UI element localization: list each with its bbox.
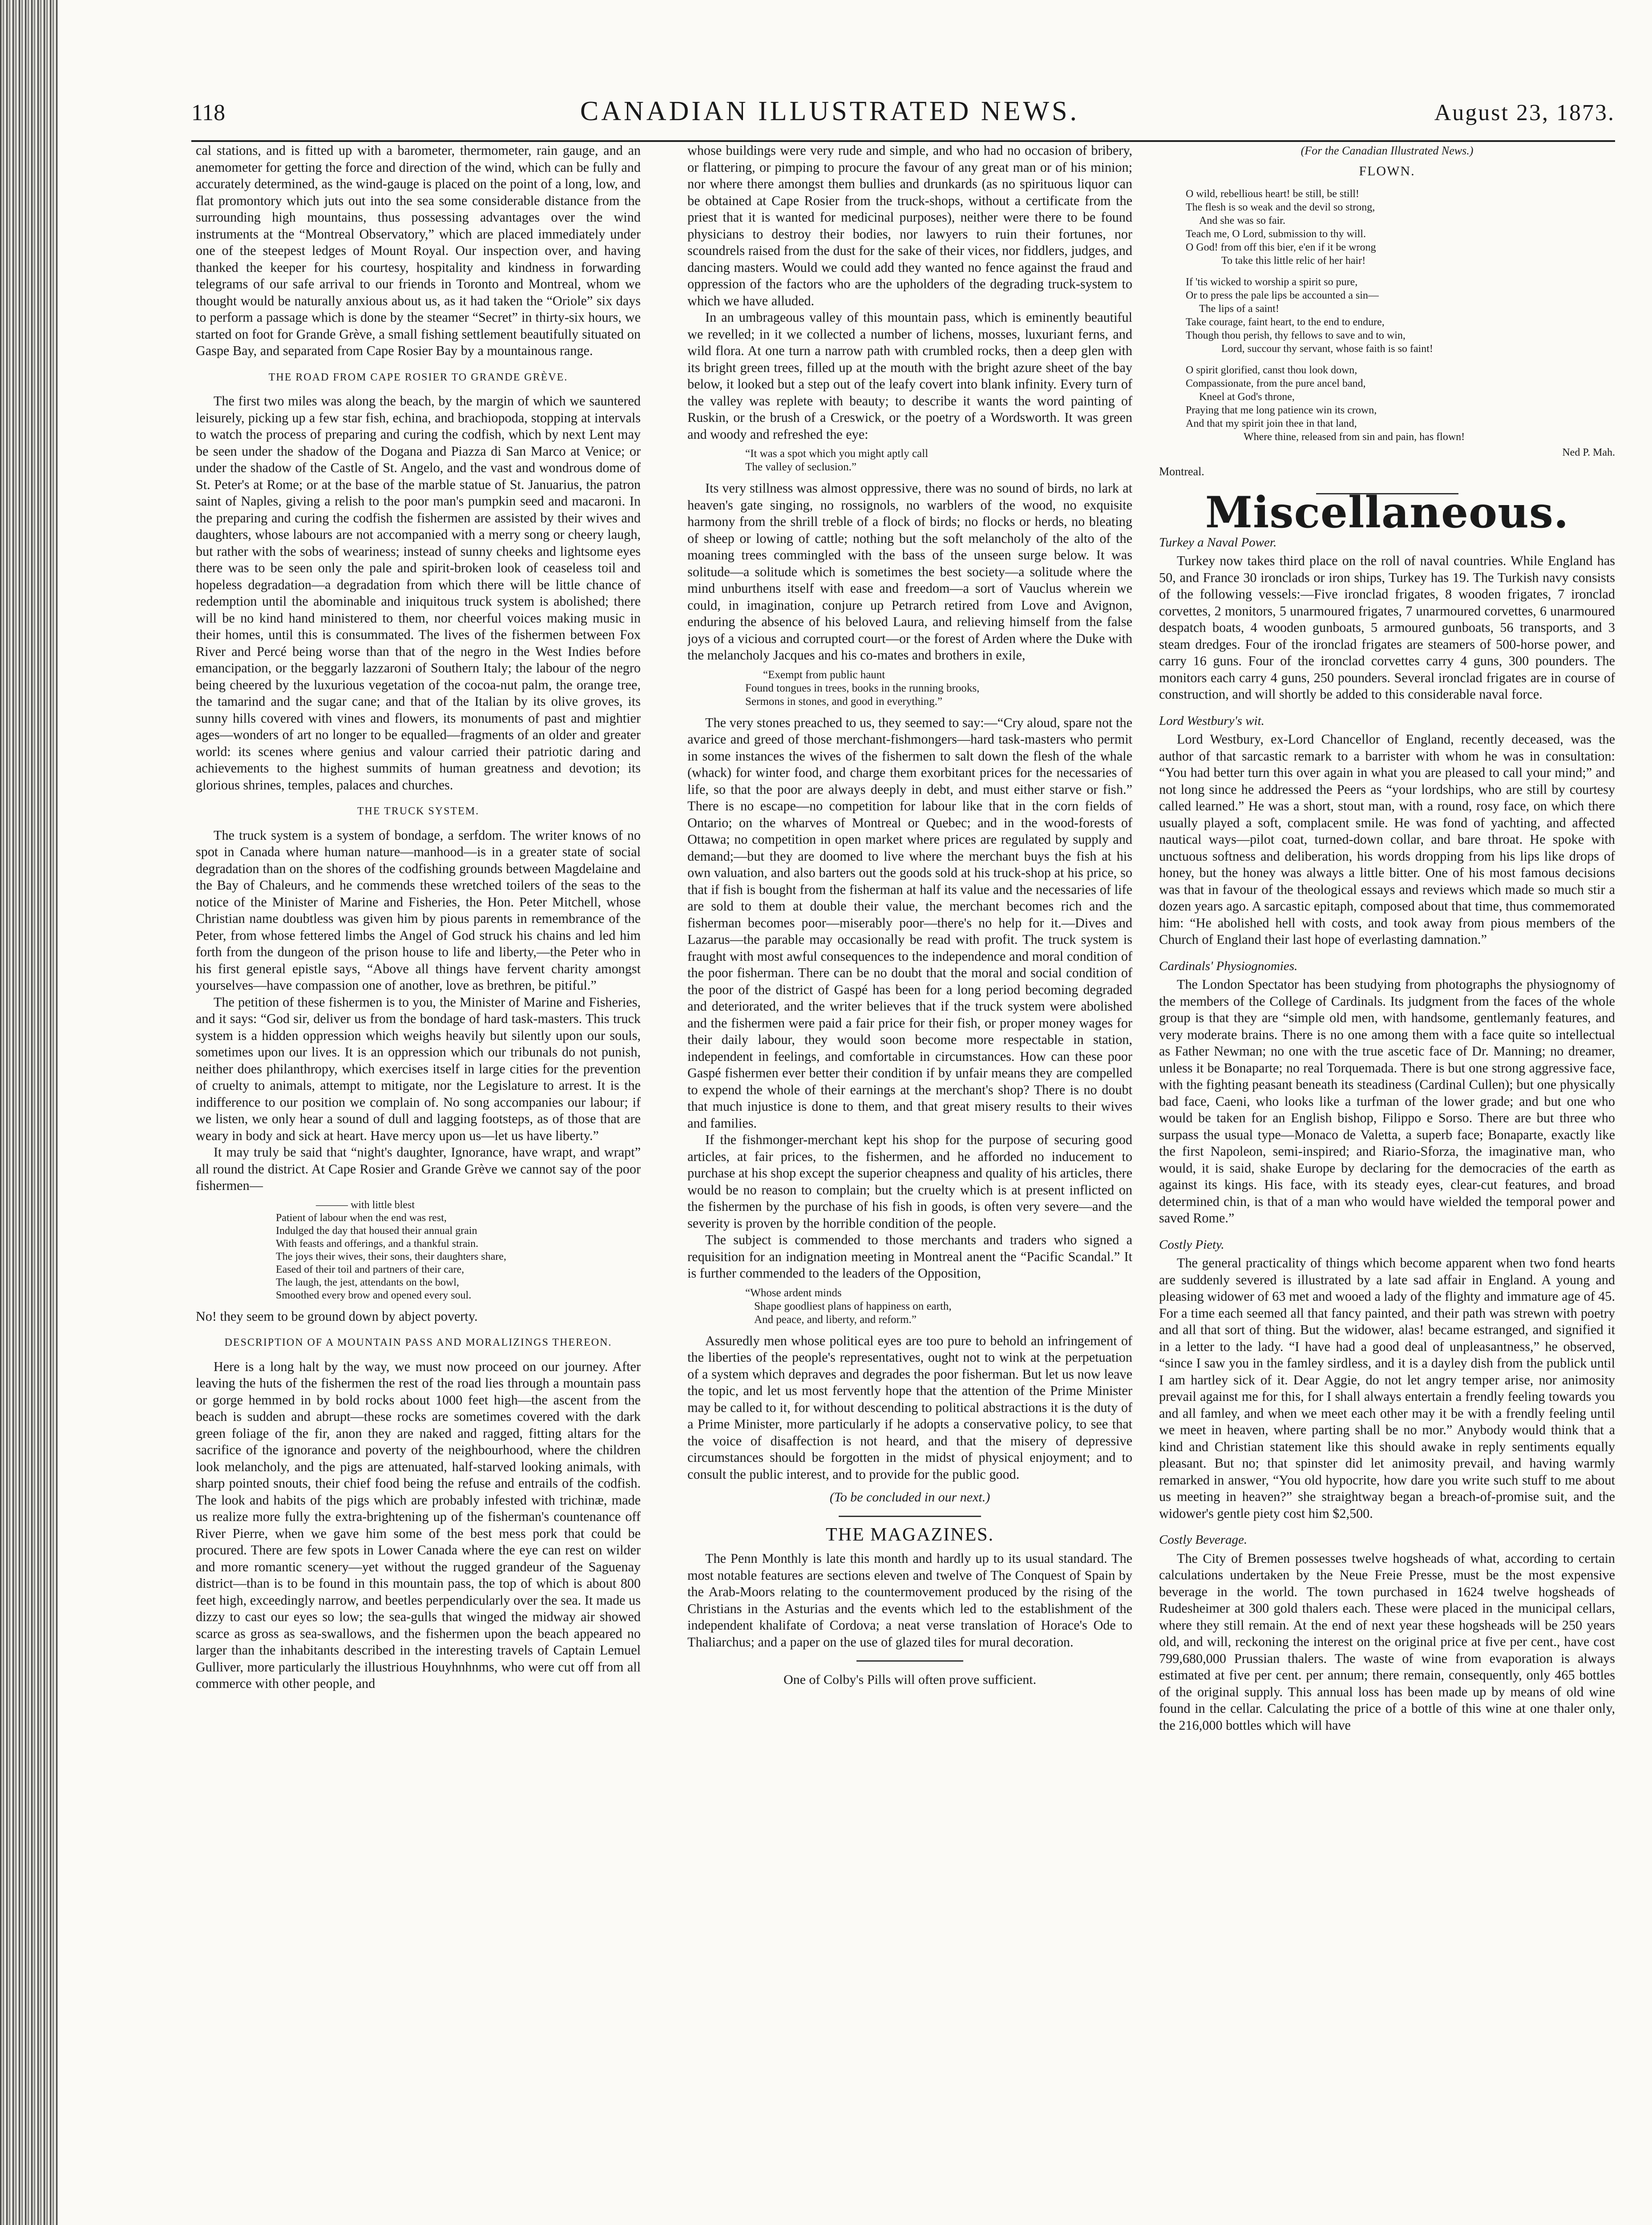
page-number: 118 — [191, 100, 226, 125]
rule-divider — [856, 1660, 963, 1662]
item-body: The City of Bremen possesses twelve hogsheads of what, according to certain calculations undertaken by the Neue Freie Presse, must be the most expensive beverage in the world. The town purchased in 1624 twelve hogsheads of Rudesheimer at 300 gold thalers each. These were placed in the municipal cellars, where they still remain. At the end of next year these hogsheads will be 250 years old, and will, reckoning the interest on the original price at five per cent., have cost 799,680,000 Prussian thalers. The waste of wine from evaporation is always estimated at five per cent. per annum; there remain, consequently, only 465 bottles of the original supply. This annual loss has been made up by means of old wine found in the cellar. Calculating the price of a bottle of this wine at one thaler only, the 216,000 bottles which will have — [1159, 1550, 1615, 1733]
paragraph: cal stations, and is fitted up with a barometer, thermometer, rain gauge, and an anemometer for getting the force and direction of the wind, which can be fully and accurately determined, as the wind-gauge is placed on the point of a long, low, and flat promontory which juts out into the sea some considerable distance from the surrounding high mountains, thus possessing advantages over the wind instruments at the “Montreal Observatory,” which are placed immediately under one of the steepest ledges of Mount Royal. Our inspection over, and having thanked the keeper for his courtesy, hospitality and kindness in forwarding telegrams of our safe arrival to our friends in Toronto and Montreal, whom we thought would be naturally anxious about us, as it had taken the “Oriole” six days to perform a passage which is done by the steamer “Secret” in thirty-six hours, we started on foot for Grande Grève, a small fishing settlement beautifully situated on Gaspe Bay, and separated from Cape Rosier Bay by a mountainous range. — [196, 143, 641, 358]
verse-line: Sermons in stones, and good in everything.” — [745, 695, 942, 708]
poem-line: O God! from off this bier, e'en if it be wrong — [1186, 242, 1376, 253]
paragraph: Assuredly men whose political eyes are too pure to behold an infringement of the liberties of the people's representatives, ought not to wink at the perpetuation of a system which depraves and degrades the poor fisherman. But let us now leave the topic, and let us most fervently hope that the attention of the Prime Minister may be called to it, for without descending to political abstractions it is the duty of a Prime Minister, more particularly if he adopts a conservative policy, to see that the voice of disaffection is not heard, and that the misery of depressive circumstances should be forgotten in the midst of physical enjoyment; and to consult the public interest, and to provide for the public good. — [687, 1333, 1132, 1482]
poem-signature: Ned P. Mah. — [1562, 447, 1615, 458]
item-body: Turkey now takes third place on the roll of naval countries. While England has 50, and France 30 ironclads or iron ships, Turkey has 19. The Turkish navy consists of the following vessels:—Five ironclad frigates, 8 wooden frigates, 7 ironclad corvettes, 2 monitors, 5 unarmoured frigates, 7 unarmoured corvettes, 6 unarmoured despatch boats, 4 wooden gunboats, 5 armoured gunboats, 56 transports, and 3 steam dredges. Four of the ironclad frigates are steamers of 500-horse power, and carry 16 guns. Four of the ironclad corvettes carry 4 guns, 300 pounders. The monitors each carry 4 guns, 250 pounders. Several ironclad frigates are in course of construction, and will shortly be added to this considerable naval force. — [1159, 553, 1615, 702]
paper-name: CANADIAN ILLUSTRATED NEWS. — [580, 96, 1079, 126]
poem-line: Or to press the pale lips be accounted a sin— — [1186, 290, 1379, 301]
poem — [1186, 187, 1615, 444]
verse-line: And peace, and liberty, and reform.” — [754, 1313, 917, 1326]
poem-line: Where thine, released from sin and pain, has flown! — [1244, 431, 1465, 443]
paragraph: Here is a long halt by the way, we must now proceed on our journey. After leaving the huts of the fishermen the rest of the road lies through a mountain pass or gorge hemmed in by bold rocks about 1000 feet high—the ascent from the beach is sudden and abrupt—these rocks are sometimes covered with the dark green foliage of the fir, anon they are naked and ragged, fitting altars for the sacrifice of the ignorance and poverty of the neighbourhood, where the children look melancholy, and the pigs are attenuated, half-starved looking animals, with sharp pointed snouts, their chief food being the refuse and entrails of the codfish. The look and habits of the pigs which are probably infested with trichinæ, made us realize more fully the extra-brightening up of the fisherman's countenance off River Pierre, when we gave him some of the best mess pork that could be procured. There are few spots in Lower Canada where the eye can rest on wilder and more romantic scenery—yet without the rugged grandeur of the Saguenay district—than is to be found in this mountain pass, the top of which is about 800 feet high, exceedingly narrow, and beetles perpendicularly over the sea. It made us dizzy to cast our eyes so low; the sea-gulls that winged the midway air showed scarce as gross as sea-swallows, and the fishermen upon the beach appeared no larger than the inhabitants described in the interesting travels of Captain Lemuel Gulliver, more particularly the illustrious Houyhnhnms, who were cut off from all commerce with other people, and — [196, 1359, 641, 1691]
page-binding-edge — [0, 0, 58, 2225]
advertisement-line: One of Colby's Pills will often prove sufficient. — [783, 1672, 1037, 1687]
poem-line: Take courage, faint heart, to the end to endure, — [1186, 316, 1385, 328]
item-body: The general practicality of things which become apparent when two fond hearts are suddenly severed is illustrated by a late sad affair in England. A young and pleasing widower of 63 met and wooed a lady of the flighty and immature age of 45. For a time each seemed all that fancy painted, and their path was strewn with poetry and all that sort of thing. But the widower, alas! became estranged, and signified it in a letter to the lady. “I have had a good deal of unpleasantness,” he observed, “since I saw you in the famley sirdless, and it is a dayley dish from the publick until I am hartley sick of it. Dear Aggie, do not let angry temper arise, nor animosity prevail against me for this, for I shall always entertain a frendly feeling towards you and all famley, and when we meet each other may it be with a frendly feeling until we meet in heaven, where parting shall be no mor.” Anybody would think that a kind and Christian statement like this should awake in reply sentiments equally pleasant. But no; that spinster did let animosity prevail, and having warmly remarked in answer, “You old hypocrite, how dare you write such stuff to me about us meeting in heaven?” she straightway began a breach-of-promise suit, and the widower's gentle piety cost him $2,500. — [1159, 1255, 1615, 1521]
verse-line: “Exempt from public haunt — [763, 668, 885, 681]
verse-line: Patient of labour when the end was rest, — [276, 1212, 447, 1224]
paragraph: If the fishmonger-merchant kept his shop for the purpose of securing good articles, at fair prices, to the fishermen, and he afforded no inducement to purchase at his shop except the superior cheapness and quality of his articles, there would be no reason to complain; but the cruelty which is at present inflicted on the fishermen by the purchase of his fish in goods, is often very severe—and the severity is proven by the horrible condition of the people. — [687, 1132, 1132, 1231]
continuation-note: (To be concluded in our next.) — [829, 1490, 990, 1505]
poem-line: If 'tis wicked to worship a spirit so pure, — [1186, 276, 1358, 288]
paragraph: The Penn Monthly is late this month and hardly up to its usual standard. The most notable features are sections eleven and twelve of The Conquest of Spain by the Arab-Moors relating to the countermovement produced by the rising of the Christians in the Asturias and the events which led to the establishment of the independent khalifate of Cordova; a neat verse translation of Horace's Ode to Thaliarchus; and a paper on the use of glazed tiles for mural decoration. — [687, 1551, 1132, 1650]
miscellaneous-items — [1159, 534, 1615, 1734]
item-heading: Cardinals' Physiognomies. — [1159, 959, 1298, 973]
poem-line: Compassionate, from the pure ancel band, — [1186, 378, 1366, 389]
verse-line: “It was a spot which you might aptly call — [745, 448, 929, 460]
verse-line: Found tongues in trees, books in the running brooks, — [745, 682, 980, 694]
section-heading: THE TRUCK SYSTEM. — [357, 805, 480, 817]
verse-line: Eased of their toil and partners of their care, — [276, 1263, 464, 1275]
poem-line: O spirit glorified, canst thou look down, — [1186, 364, 1357, 376]
verse-line: The laugh, the jest, attendants on the bowl, — [276, 1276, 459, 1288]
poem-line: O wild, rebellious heart! be still, be still! — [1186, 188, 1359, 200]
poem-title: FLOWN. — [1359, 163, 1415, 178]
verse-line: Smoothed every brow and opened every soul. — [276, 1289, 472, 1301]
section-heading: DESCRIPTION OF A MOUNTAIN PASS AND MORALIZINGS THEREON. — [224, 1337, 612, 1348]
paragraph: whose buildings were very rude and simple, and who had no occasion of bribery, or flattering, or pimping to procure the favour of any great man or of his minion; nor where there amongst them bullies and drunkards (as no spirituous liquor can be obtained at Cape Rosier from the truck-shops, without a certificate from the priest that it is wanted for medicinal purposes), neither were there to be found physicians to destroy their bodies, nor lawyers to ruin their fortunes, nor scoundrels raised from the dust for the sake of their vices, nor fiddlers, judges, and dancing masters. Would we could add they wanted no fence against the fraud and oppression of the factors who are the upholders of the degrading truck-system to which we have alluded. — [687, 143, 1132, 308]
section-title-miscellaneous: Miscellaneous. — [1205, 487, 1569, 538]
section-title-magazines: THE MAGAZINES. — [826, 1524, 994, 1545]
issue-date: August 23, 1873. — [1434, 100, 1615, 125]
paragraph: It may truly be said that “night's daughter, Ignorance, have wrapt, and wrapt” all round the district. At Cape Rosier and Grande Grève we cannot say of the poor fishermen— — [196, 1145, 641, 1193]
verse-line: The valley of seclusion.” — [745, 461, 856, 473]
paragraph: In an umbrageous valley of this mountain pass, which is eminently beautiful we revelled; in it we collected a number of lichens, mosses, luxuriant ferns, and wild flora. At one turn a narrow path with crumbled rocks, then a deep glen with its bright green trees, filled up at the mouth with the bright azure sheet of the bay below, it looked but a step out of the leafy covert into blank infinity. Every turn of the valley was replete with beauty; to describe it wants the word painting of Ruskin, or the brush of a Creswick, or the poetry of a Wordsworth. It was green and woody and refreshed the eye: — [687, 310, 1132, 442]
item-heading: Costly Piety. — [1159, 1237, 1224, 1252]
paragraph: The first two miles was along the beach, by the margin of which we sauntered leisurely, picking up a few star fish, echina, and brachiopoda, stopping at intervals to watch the process of preparing and curing the codfish, which by next Lent may be seen under the shadow of the Dogana and Piazza di San Marco at Venice; or under the shadow of the Castle of St. Angelo, and the vast and wondrous dome of St. Peter's at Rome; or at the base of the marble statue of St. Januarius, the patron saint of Naples, giving a relish to the poor man's pumpkin seed and macaroni. In the preparing and curing the codfish the fishermen are assisted by their wives and daughters, whose labours are not accompanied with a merry song or cheery laugh, but rather with the sobs of weariness; instead of sunny cheeks and lightsome eyes there was to be seen only the pale and spirit-broken look of ceaseless toil and hopeless degradation—a degradation from which there will be little chance of redemption until the abominable and iniquitous truck system is abolished; there will be no kind hand ministered to them, nor cheerful voices making music in their homes, until this is consummated. The lives of the fishermen between Fox River and Percé being worse than that of the negro in the West Indies before emancipation, or the beggarly lazzaroni of Southern Italy; the labour of the negro being cheered by the luxurious vegetation of the cocoa-nut palm, the orange tree, the tamarind and the sugar cane; and that of the Italian by its olive groves, its sunny hills covered with vines and flowers, its monuments of past and mightier ages—wonders of art no longer to be equalled—fragments of an older and greater world: its scenes where genius and valour carried their patriotic daring and achievements to the highest summits of human greatness and devotion; its glorious shrines, temples, palaces and churches. — [196, 393, 641, 793]
paragraph: The petition of these fishermen is to you, the Minister of Marine and Fisheries, and it says: “God sir, deliver us from the bondage of hard task-masters. This truck system is a hidden oppression which weighs heavily but silently upon our souls, sometimes upon our lives. It is an oppression which our tribunals do not punish, neither does philanthropy, which exercises itself in large cities for the prevention of cruelty to animals, attempt to mitigate, nor the Legislature to arrest. It is the indifference to our position we complain of. No song accompanies our labour; if we listen, we only hear a sound of dull and lagging footsteps, as of those that are weary in body and sick at heart. Have mercy upon us—let us have liberty.” — [196, 994, 641, 1143]
verse-line: With feasts and offerings, and a thankful strain. — [276, 1238, 479, 1250]
verse-quotation — [745, 1286, 1132, 1327]
poem-line: Kneel at God's throne, — [1199, 391, 1295, 403]
verse-quotation — [745, 447, 1132, 474]
verse-quotation — [745, 668, 1132, 708]
paragraph: The subject is commended to those merchants and traders who signed a requisition for an indignation meeting in Montreal anent the “Pacific Scandal.” It is further commended to the leaders of the Opposition, — [687, 1232, 1132, 1281]
verse-quotation — [276, 1199, 641, 1302]
item-heading: Turkey a Naval Power. — [1159, 535, 1277, 550]
verse-line: ——— with little blest — [316, 1199, 415, 1211]
poem-line: Teach me, O Lord, submission to thy will. — [1186, 228, 1366, 240]
poem-line: Praying that me long patience win its crown, — [1186, 405, 1377, 416]
verse-line: Indulged the day that housed their annual grain — [276, 1225, 477, 1237]
column-2 — [687, 142, 1132, 2216]
poem-line: The lips of a saint! — [1199, 303, 1279, 315]
poem-line: The flesh is so weak and the devil so strong, — [1186, 202, 1375, 213]
item-heading: Lord Westbury's wit. — [1159, 713, 1264, 728]
paragraph: Its very stillness was almost oppressive, there was no sound of birds, no lark at heaven's gate singing, no rossignols, no warblers of the wood, no exquisite harmony from the shrill treble of a flock of birds; no flocks or herds, no bleating of sheep or lowing of cattle; nothing but the soft melancholy of the alto of the moaning trees commingled with the bass of the unseen surge below. It was solitude—a solitude which is sometimes the best society—a solitude where the mind unburthens itself with ease and freedom—a sort of Vauclus wherein we could, in imagination, conjure up Petrarch retired from Love and Avignon, enduring the absence of his beloved Laura, and relieving himself from the false joys of a vicious and corrupted court—or the forest of Arden where the Duke with the melancholy Jacques and his co-mates and brothers in exile, — [687, 481, 1132, 663]
column-3 — [1159, 142, 1615, 2216]
item-heading: Costly Beverage. — [1159, 1533, 1248, 1547]
paragraph: The very stones preached to us, they seemed to say:—“Cry aloud, spare not the avarice and greed of those merchant-fishmongers—hard task-masters who permit in some instances the wives of the fishermen to salt down the flesh of the whale (whack) for winter food, and charge them exorbitant prices for the necessaries of life, so that the poor are always deeply in debt, and must either starve or fish.” There is no escape—no competition for labour like that in the corn fields of Ontario; on the wharves of Montreal or Quebec; and in the wood-forests of Ottawa; no competition in open market where prices are regulated by supply and demand;—but they are doomed to live where the merchant buys the fish at his own valuation, and also barters out the goods sold at his truck-shop at his price, so that if fish is bought from the fisherman at half its value and the necessaries of life are sold to them at double their value, the merchant becomes rich and the fisherman becomes poor—miserably poor—there's no help for it.—Dives and Lazarus—the parable may occasionally be read with profit. The truck system is fraught with most awful consequences to the independence and moral condition of the poor fisherman. There can be no doubt that the moral and social condition of the poor of the district of Gaspé has been for a long period becoming degraded and deteriorated, and the writer believes that if the truck system were abolished and the fishermen were paid a fair price for their fish, or proper money wages for their daily labour, they would soon become more respectable in station, independent in feelings, and comfortable in circumstances. How can these poor Gaspé fishermen ever better their condition if by unfair means they are compelled to expend the whole of their earnings at the merchant's shop? There is no doubt that much injustice is done to them, and that great misery results to their wives and families. — [687, 715, 1132, 1131]
poem-line: To take this little relic of her hair! — [1221, 255, 1366, 267]
poem-credit: (For the Canadian Illustrated News.) — [1301, 144, 1474, 157]
poem-line: Lord, succour thy servant, whose faith is so faint! — [1221, 343, 1433, 355]
verse-line: Shape goodliest plans of happiness on earth, — [754, 1300, 952, 1312]
item-body: Lord Westbury, ex-Lord Chancellor of England, recently deceased, was the author of that sarcastic remark to a barrister with whom he was in consultation: “You had better turn this over again in what you are pleased to call your mind;” and not long since he addressed the Peers as “your lordships, who are still by courtesy called learned.” He was a short, stout man, with a round, rosy face, on which there usually played a soft, complacent smile. He was fond of yachting, and affected nautical ways—pilot coat, turned-down collar, and bare throat. He spoke with unctuous softness and deliberation, his words dropping from his lips like drops of honey, but the honey was always a little bitter. One of his most famous decisions was that in favour of the theological essays and reviews which made so much stir a dozen years ago. A sarcastic epitaph, composed about that time, thus commemorated him: “He abolished hell with costs, and took away from pious members of the Church of England their last hope of everlasting damnation.” — [1159, 732, 1615, 947]
paragraph: No! they seem to be ground down by abject poverty. — [196, 1308, 478, 1324]
column-1 — [196, 142, 641, 2216]
paragraph: The truck system is a system of bondage, a serfdom. The writer knows of no spot in Canada where human nature—manhood—is in a greater state of social degradation than on the shores of the codfishing grounds between Magdelaine and the Bay of Chaleurs, and he commends these wretched toilers of the seas to the notice of the Minister of Marine and Fisheries, the Hon. Peter Mitchell, whose Christian name doubtless was given him by pious parents in remembrance of the Peter, from whose fettered limbs the Angel of God struck his chains and led him forth from the dungeon of the prison house to life and liberty,—the Peter who in his first general epistle says, “Above all things have fervent charity amongst yourselves—have compassion one of another, love as brethren, be pitiful.” — [196, 827, 641, 993]
item-body: The London Spectator has been studying from photographs the physiognomy of the members of the College of Cardinals. Its judgment from the faces of the whole group is that they are “simple old men, with handsome, gentlemanly features, and very moderate brains. There is no one among them with a face quite so intellectual as Father Newman; no one with the true ascetic face of Dr. Manning; no dreamer, unless it be Bonaparte; no real Torquemada. There is but one strong aggressive face, with the fighting peasant beneath its steadiness (Cardinal Cullen); but one physically bad face, Caeni, who looks like a turfman of the lower grade; and but one who would be taken for an English bishop, Filippo e Sorso. There are but three who surpass the usual type—Monaco de Valetta, a superb face; Bonaparte, exactly like the first Napoleon, semi-inspired; and Riario-Sforza, the imaginative man, who would, it is said, shake Europe by declaring for the democracies of the earth as against its kings. His face, with its steady eyes, clear-cut features, and broad determined chin, is that of a man who would have wielded the temporal power and saved Rome.” — [1159, 977, 1615, 1226]
poem-line: Though thou perish, thy fellows to save and to win, — [1186, 330, 1406, 341]
section-heading: THE ROAD FROM CAPE ROSIER TO GRANDE GRÈVE. — [268, 371, 568, 383]
verse-line: The joys their wives, their sons, their daughters share, — [276, 1250, 506, 1262]
masthead — [191, 96, 1615, 142]
verse-line: “Whose ardent minds — [745, 1286, 842, 1299]
poem-place: Montreal. — [1159, 465, 1204, 478]
rule-divider — [839, 1516, 981, 1517]
poem-line: And she was so fair. — [1199, 215, 1285, 227]
poem-line: And that my spirit join thee in that land, — [1186, 418, 1357, 429]
